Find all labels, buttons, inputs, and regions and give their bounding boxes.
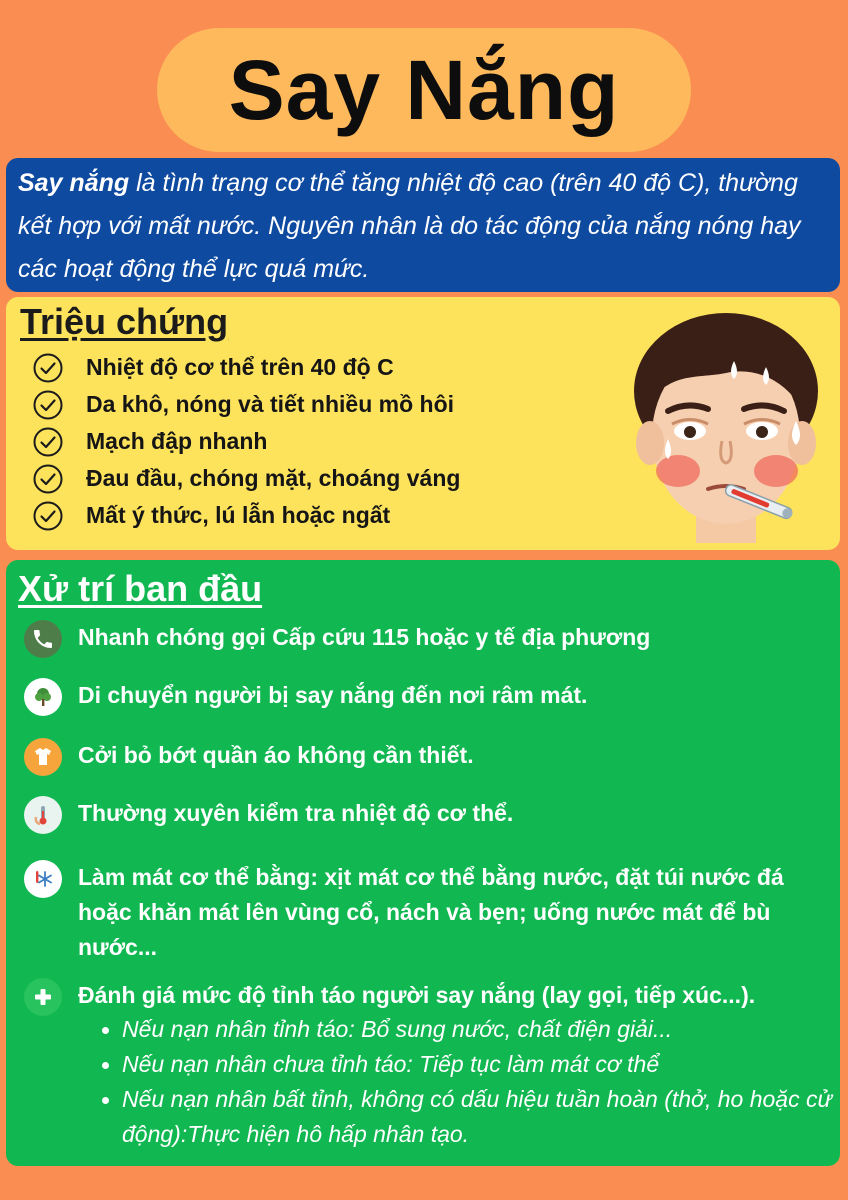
symptom-item — [32, 386, 460, 423]
step-text: Cởi bỏ bớt quần áo không cần thiết. — [78, 742, 474, 768]
first-aid-section — [6, 560, 840, 1166]
symptom-text: Mạch đập nhanh — [86, 428, 268, 454]
intro-text: là tình trạng cơ thể tăng nhiệt độ cao (trên 40 độ C), thường kết hợp với mất nước. Nguyên nhân là do tác động của nắng nóng hay các hoạt động thể lực quá mức. — [18, 169, 801, 283]
first-aid-step — [24, 678, 824, 716]
snowflake-icon — [24, 860, 62, 898]
sub-item: Nếu nạn nhân tỉnh táo: Bổ sung nước, chất điện giải... — [102, 1012, 842, 1047]
step-text: Đánh giá mức độ tỉnh táo người say nắng (lay gọi, tiếp xúc...). — [78, 982, 756, 1008]
page-title: Say Nắng — [228, 42, 620, 137]
consciousness-sub-list — [102, 1012, 842, 1152]
sub-item: Nếu nạn nhân chưa tỉnh táo: Tiếp tục làm mát cơ thể — [102, 1047, 842, 1082]
plus-icon — [24, 978, 62, 1016]
step-text: Nhanh chóng gọi Cấp cứu 115 hoặc y tế địa phương — [78, 624, 651, 650]
symptom-text: Mất ý thức, lú lẫn hoặc ngất — [86, 502, 391, 528]
symptom-text: Da khô, nóng và tiết nhiều mồ hôi — [86, 391, 455, 417]
symptoms-heading: Triệu chứng — [20, 301, 229, 342]
symptoms-section — [6, 297, 840, 550]
first-aid-step — [24, 860, 824, 965]
first-aid-step — [24, 796, 824, 834]
first-aid-step — [24, 620, 824, 658]
symptom-text: Đau đầu, chóng mặt, choáng váng — [86, 465, 461, 491]
symptom-item — [32, 423, 460, 460]
first-aid-step — [24, 738, 824, 776]
check-circle-icon — [32, 426, 64, 458]
step-text: Thường xuyên kiểm tra nhiệt độ cơ thể. — [78, 800, 514, 826]
check-circle-icon — [32, 500, 64, 532]
title-banner — [157, 28, 691, 152]
symptom-item — [32, 460, 460, 497]
step-text: Di chuyển người bị say nắng đến nơi râm mát. — [78, 682, 588, 708]
symptom-text: Nhiệt độ cơ thể trên 40 độ C — [86, 354, 394, 380]
symptoms-list — [32, 349, 460, 534]
check-circle-icon — [32, 389, 64, 421]
intro-term: Say nắng — [18, 169, 130, 197]
check-circle-icon — [32, 463, 64, 495]
sick-person-illustration — [626, 311, 826, 543]
first-aid-step — [24, 978, 824, 1016]
clothes-icon — [24, 738, 62, 776]
symptom-item — [32, 349, 460, 386]
intro-box — [6, 158, 840, 292]
sub-item: Nếu nạn nhân bất tỉnh, không có dấu hiệu tuần hoàn (thở, ho hoặc cử động):Thực hiện hô hấp nhân tạo. — [102, 1082, 842, 1152]
check-circle-icon — [32, 352, 64, 384]
symptom-item — [32, 497, 460, 534]
phone-icon — [24, 620, 62, 658]
thermometer-icon — [24, 796, 62, 834]
step-text: Làm mát cơ thể bằng: xịt mát cơ thể bằng nước, đặt túi nước đá hoặc khăn mát lên vùng cổ, nách và bẹn; uống nước mát để bù nước... — [78, 864, 784, 960]
tree-icon — [24, 678, 62, 716]
first-aid-heading: Xử trí ban đầu — [18, 568, 263, 609]
